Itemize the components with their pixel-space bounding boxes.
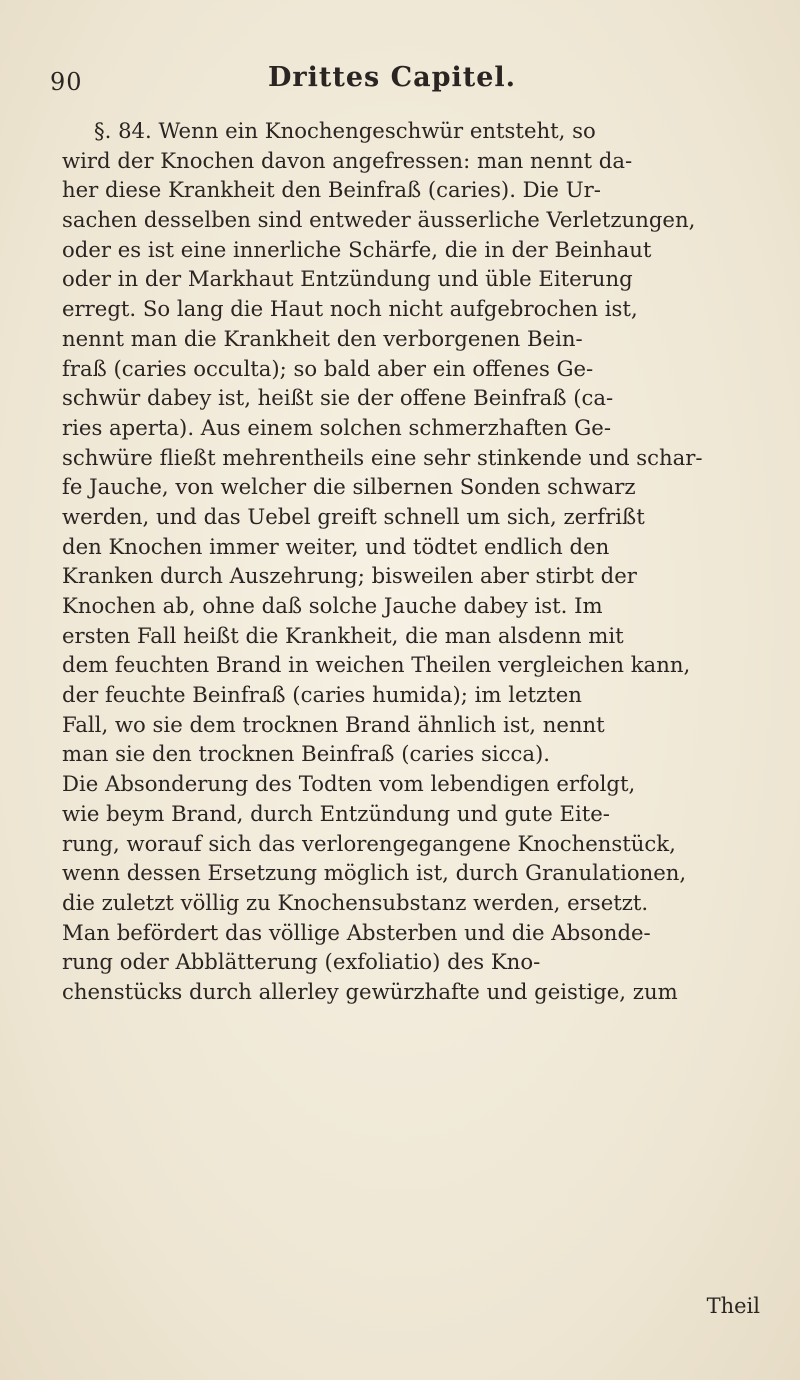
page-header <box>0 62 800 110</box>
text-line: Fall, wo sie dem trocknen Brand ähnlich ist, nennt <box>62 711 605 737</box>
text-line: erregt. So lang die Haut noch nicht aufgebrochen ist, <box>62 296 638 322</box>
text-line: nennt man die Krankheit den verborgenen Bein- <box>62 325 583 351</box>
text-line: chenstücks durch allerley gewürzhafte und geistige, zum <box>62 978 678 1004</box>
text-line: Die Absonderung des Todten vom lebendigen erfolgt, <box>62 771 636 797</box>
text-line: ries aperta). Aus einem solchen schmerzhaften Ge- <box>62 414 611 440</box>
text-line: schwür dabey ist, heißt sie der offene Beinfraß (ca- <box>62 385 614 411</box>
text-line: oder es ist eine innerliche Schärfe, die in der Beinhaut <box>62 236 652 262</box>
text-line: wird der Knochen davon angefressen: man nennt da- <box>62 147 633 173</box>
text-line: Kranken durch Auszehrung; bisweilen aber stirbt der <box>62 563 637 589</box>
text-line: wenn dessen Ersetzung möglich ist, durch Granulationen, <box>62 860 687 886</box>
text-line: werden, und das Uebel greift schnell um sich, zerfrißt <box>62 503 645 529</box>
text-line: man sie den trocknen Beinfraß (caries sicca). <box>62 741 551 767</box>
text-line: schwüre fließt mehrentheils eine sehr stinkende und schar- <box>62 444 703 470</box>
text-line: §. 84. Wenn ein Knochengeschwür entsteht, so <box>94 118 596 143</box>
text-line: rung oder Abblätterung (exfoliatio) des Kno- <box>62 949 541 975</box>
text-line: fe Jauche, von welcher die silbernen Sonden schwarz <box>62 474 636 500</box>
text-line: den Knochen immer weiter, und tödtet endlich den <box>62 533 610 559</box>
running-head: Drittes Capitel. <box>268 62 517 93</box>
text-line: Knochen ab, ohne daß solche Jauche dabey ist. Im <box>62 593 603 618</box>
text-line: sachen desselben sind entweder äusserliche Verletzungen, <box>62 207 696 233</box>
text-line: die zuletzt völlig zu Knochensubstanz werden, ersetzt. <box>62 889 649 915</box>
text-line: her diese Krankheit den Beinfraß (caries). Die Ur- <box>62 177 601 203</box>
catchword: Theil <box>706 1294 760 1318</box>
text-line: ersten Fall heißt die Krankheit, die man alsdenn mit <box>62 622 624 648</box>
page-number: 90 <box>50 68 83 96</box>
text-line: dem feuchten Brand in weichen Theilen vergleichen kann, <box>62 652 691 678</box>
text-line: rung, worauf sich das verlorengegangene Knochenstück, <box>62 830 676 856</box>
text-line: oder in der Markhaut Entzündung und üble Eiterung <box>62 266 633 292</box>
text-line: der feuchte Beinfraß (caries humida); im letzten <box>62 682 582 708</box>
text-line: Man befördert das völlige Absterben und die Absonde- <box>62 919 651 945</box>
text-line: fraß (caries occulta); so bald aber ein offenes Ge- <box>62 355 594 381</box>
body-text <box>62 116 772 1007</box>
text-line: wie beym Brand, durch Entzündung und gute Eite- <box>62 800 610 826</box>
